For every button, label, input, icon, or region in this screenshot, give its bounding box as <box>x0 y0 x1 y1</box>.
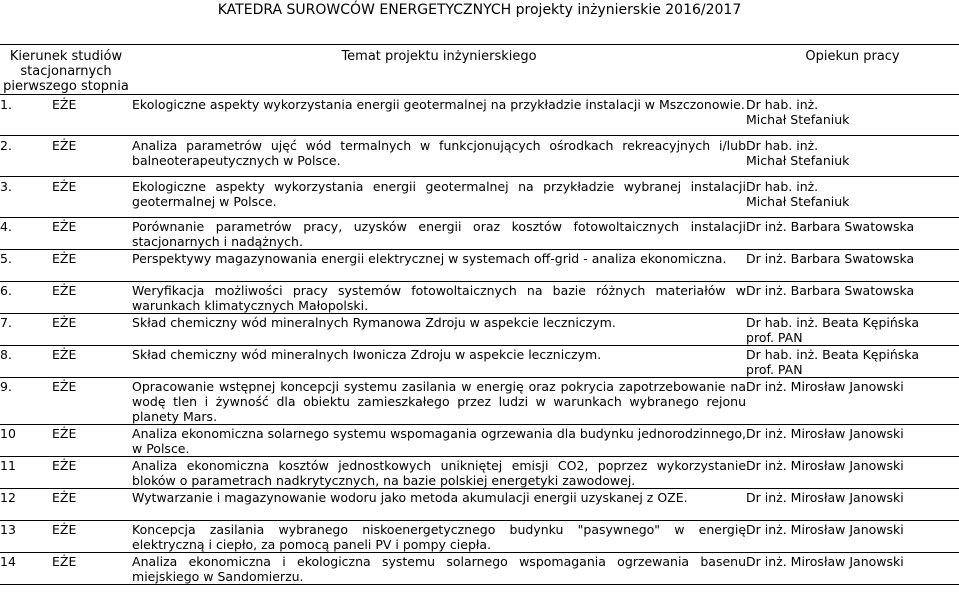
table-body <box>0 95 959 585</box>
supervisor-line: prof. PAN <box>746 330 803 345</box>
supervisor-line: Michał Stefaniuk <box>746 112 850 127</box>
table-row <box>0 282 959 314</box>
table-row <box>0 218 959 250</box>
row-number: 1. <box>0 95 52 136</box>
row-supervisor <box>746 346 959 378</box>
row-number: 13 <box>0 521 52 553</box>
row-topic: Porównanie parametrów pracy, uzysków energii oraz kosztów fotowoltaicznych instalacji stacjonarnych i nadążnych. <box>132 219 747 249</box>
row-supervisor <box>746 489 959 521</box>
row-supervisor <box>746 282 959 314</box>
row-kierunek: EŻE <box>52 136 132 177</box>
table-row <box>0 425 959 457</box>
table-row <box>0 177 959 218</box>
row-kierunek: EŻE <box>52 553 132 585</box>
supervisor-line: prof. PAN <box>746 362 803 377</box>
table-row <box>0 250 959 282</box>
row-kierunek: EŻE <box>52 521 132 553</box>
row-number: 10 <box>0 425 52 457</box>
table-row <box>0 346 959 378</box>
table-row <box>0 136 959 177</box>
row-kierunek: EŻE <box>52 177 132 218</box>
row-topic: Analiza ekonomiczna kosztów jednostkowych unikniętej emisji CO2, poprzez wykorzystanie bloków o parametrach nadkrytycznych, na bazie polskiej energetyki zawodowej. <box>132 458 747 488</box>
row-supervisor <box>746 218 959 250</box>
supervisor-line: Dr hab. inż. Beata Kępińska <box>746 315 919 330</box>
row-number: 6. <box>0 282 52 314</box>
supervisor-line: Dr hab. inż. <box>746 97 819 112</box>
row-number: 14 <box>0 553 52 585</box>
row-topic: Ekologiczne aspekty wykorzystania energii geotermalnej na przykładzie instalacji w Mszczonowie. <box>132 95 746 136</box>
row-number: 7. <box>0 314 52 346</box>
row-supervisor <box>746 457 959 489</box>
supervisor-line: Dr inż. Barbara Swatowska <box>746 283 915 298</box>
table-row <box>0 521 959 553</box>
row-kierunek: EŻE <box>52 282 132 314</box>
row-kierunek: EŻE <box>52 457 132 489</box>
row-kierunek: EŻE <box>52 346 132 378</box>
row-topic: Ekologiczne aspekty wykorzystania energii geotermalnej na przykładzie wybranej instalacji geotermalnej w Polsce. <box>132 177 746 218</box>
row-supervisor <box>746 250 959 282</box>
row-number: 9. <box>0 378 52 425</box>
projects-table <box>0 44 959 585</box>
row-topic: Analiza parametrów ujęć wód termalnych w funkcjonujących ośrodkach rekreacyjnych i/lub balneoterapeutycznych w Polsce. <box>132 136 746 177</box>
table-row <box>0 553 959 585</box>
row-number: 12 <box>0 489 52 521</box>
row-topic: Weryfikacja możliwości pracy systemów fotowoltaicznych na bazie różnych materiałów w warunkach klimatycznych Małopolski. <box>132 283 747 313</box>
supervisor-line: Dr hab. inż. <box>746 179 819 194</box>
row-kierunek: EŻE <box>52 218 132 250</box>
header-opiekun: Opiekun pracy <box>746 45 959 95</box>
row-topic: Perspektywy magazynowania energii elektrycznej w systemach off-grid - analiza ekonomiczna. <box>132 250 746 282</box>
row-kierunek: EŻE <box>52 489 132 521</box>
row-kierunek: EŻE <box>52 314 132 346</box>
table-row <box>0 489 959 521</box>
row-kierunek: EŻE <box>52 95 132 136</box>
table-row <box>0 314 959 346</box>
table-row <box>0 95 959 136</box>
document-title: KATEDRA SUROWCÓW ENERGETYCZNYCH projekty inżynierskie 2016/2017 <box>217 2 742 18</box>
row-supervisor <box>746 314 959 346</box>
row-topic: Wytwarzanie i magazynowanie wodoru jako metoda akumulacji energii uzyskanej z OZE. <box>132 489 746 521</box>
table-header-row <box>0 45 959 95</box>
supervisor-line: Dr hab. inż. Beata Kępińska <box>746 347 919 362</box>
row-topic: Skład chemiczny wód mineralnych Iwonicza Zdroju w aspekcie leczniczym. <box>132 346 746 378</box>
supervisor-line: Dr inż. Barbara Swatowska <box>746 251 915 266</box>
header-temat: Temat projektu inżynierskiego <box>132 45 746 95</box>
supervisor-line: Dr inż. Mirosław Janowski <box>746 522 904 537</box>
row-supervisor <box>746 521 959 553</box>
row-number: 8. <box>0 346 52 378</box>
header-kierunek: Kierunek studiów stacjonarnych pierwszego stopnia <box>0 45 132 95</box>
row-kierunek: EŻE <box>52 250 132 282</box>
table-row <box>0 378 959 425</box>
supervisor-line: Dr inż. Mirosław Janowski <box>746 426 904 441</box>
row-topic: Opracowanie wstępnej koncepcji systemu zasilania w energię oraz pokrycia zapotrzebowanie na wodę tlen i żywność dla obiektu zamieszkałego przez ludzi w warunkach wybranego rejonu planety Mars. <box>132 379 747 424</box>
row-number: 11 <box>0 457 52 489</box>
row-number: 3. <box>0 177 52 218</box>
supervisor-line: Dr inż. Mirosław Janowski <box>746 379 904 394</box>
row-topic: Koncepcja zasilania wybranego niskoenergetycznego budynku "pasywnego" w energię elektryczną i ciepło, za pomocą paneli PV i pompy ciepła. <box>132 522 747 552</box>
supervisor-line: Dr hab. inż. <box>746 138 819 153</box>
row-supervisor <box>746 136 959 177</box>
row-supervisor <box>746 95 959 136</box>
table-row <box>0 457 959 489</box>
row-supervisor <box>746 425 959 457</box>
row-number: 2. <box>0 136 52 177</box>
row-topic: Skład chemiczny wód mineralnych Rymanowa Zdroju w aspekcie leczniczym. <box>132 314 746 346</box>
supervisor-line: Michał Stefaniuk <box>746 194 850 209</box>
supervisor-line: Dr inż. Mirosław Janowski <box>746 490 904 505</box>
row-supervisor <box>746 553 959 585</box>
row-topic: Analiza ekonomiczna i ekologiczna systemu solarnego wspomagania ogrzewania basenu miejskiego w Sandomierzu. <box>132 554 747 584</box>
row-number: 4. <box>0 218 52 250</box>
row-number: 5. <box>0 250 52 282</box>
row-topic: Analiza ekonomiczna solarnego systemu wspomagania ogrzewania dla budynku jednorodzinnego, w Polsce. <box>132 426 747 456</box>
row-kierunek: EŻE <box>52 378 132 425</box>
supervisor-line: Michał Stefaniuk <box>746 153 850 168</box>
row-supervisor <box>746 177 959 218</box>
supervisor-line: Dr inż. Barbara Swatowska <box>746 219 915 234</box>
row-supervisor <box>746 378 959 425</box>
supervisor-line: Dr inż. Mirosław Janowski <box>746 458 904 473</box>
row-kierunek: EŻE <box>52 425 132 457</box>
supervisor-line: Dr inż. Mirosław Janowski <box>746 554 904 569</box>
